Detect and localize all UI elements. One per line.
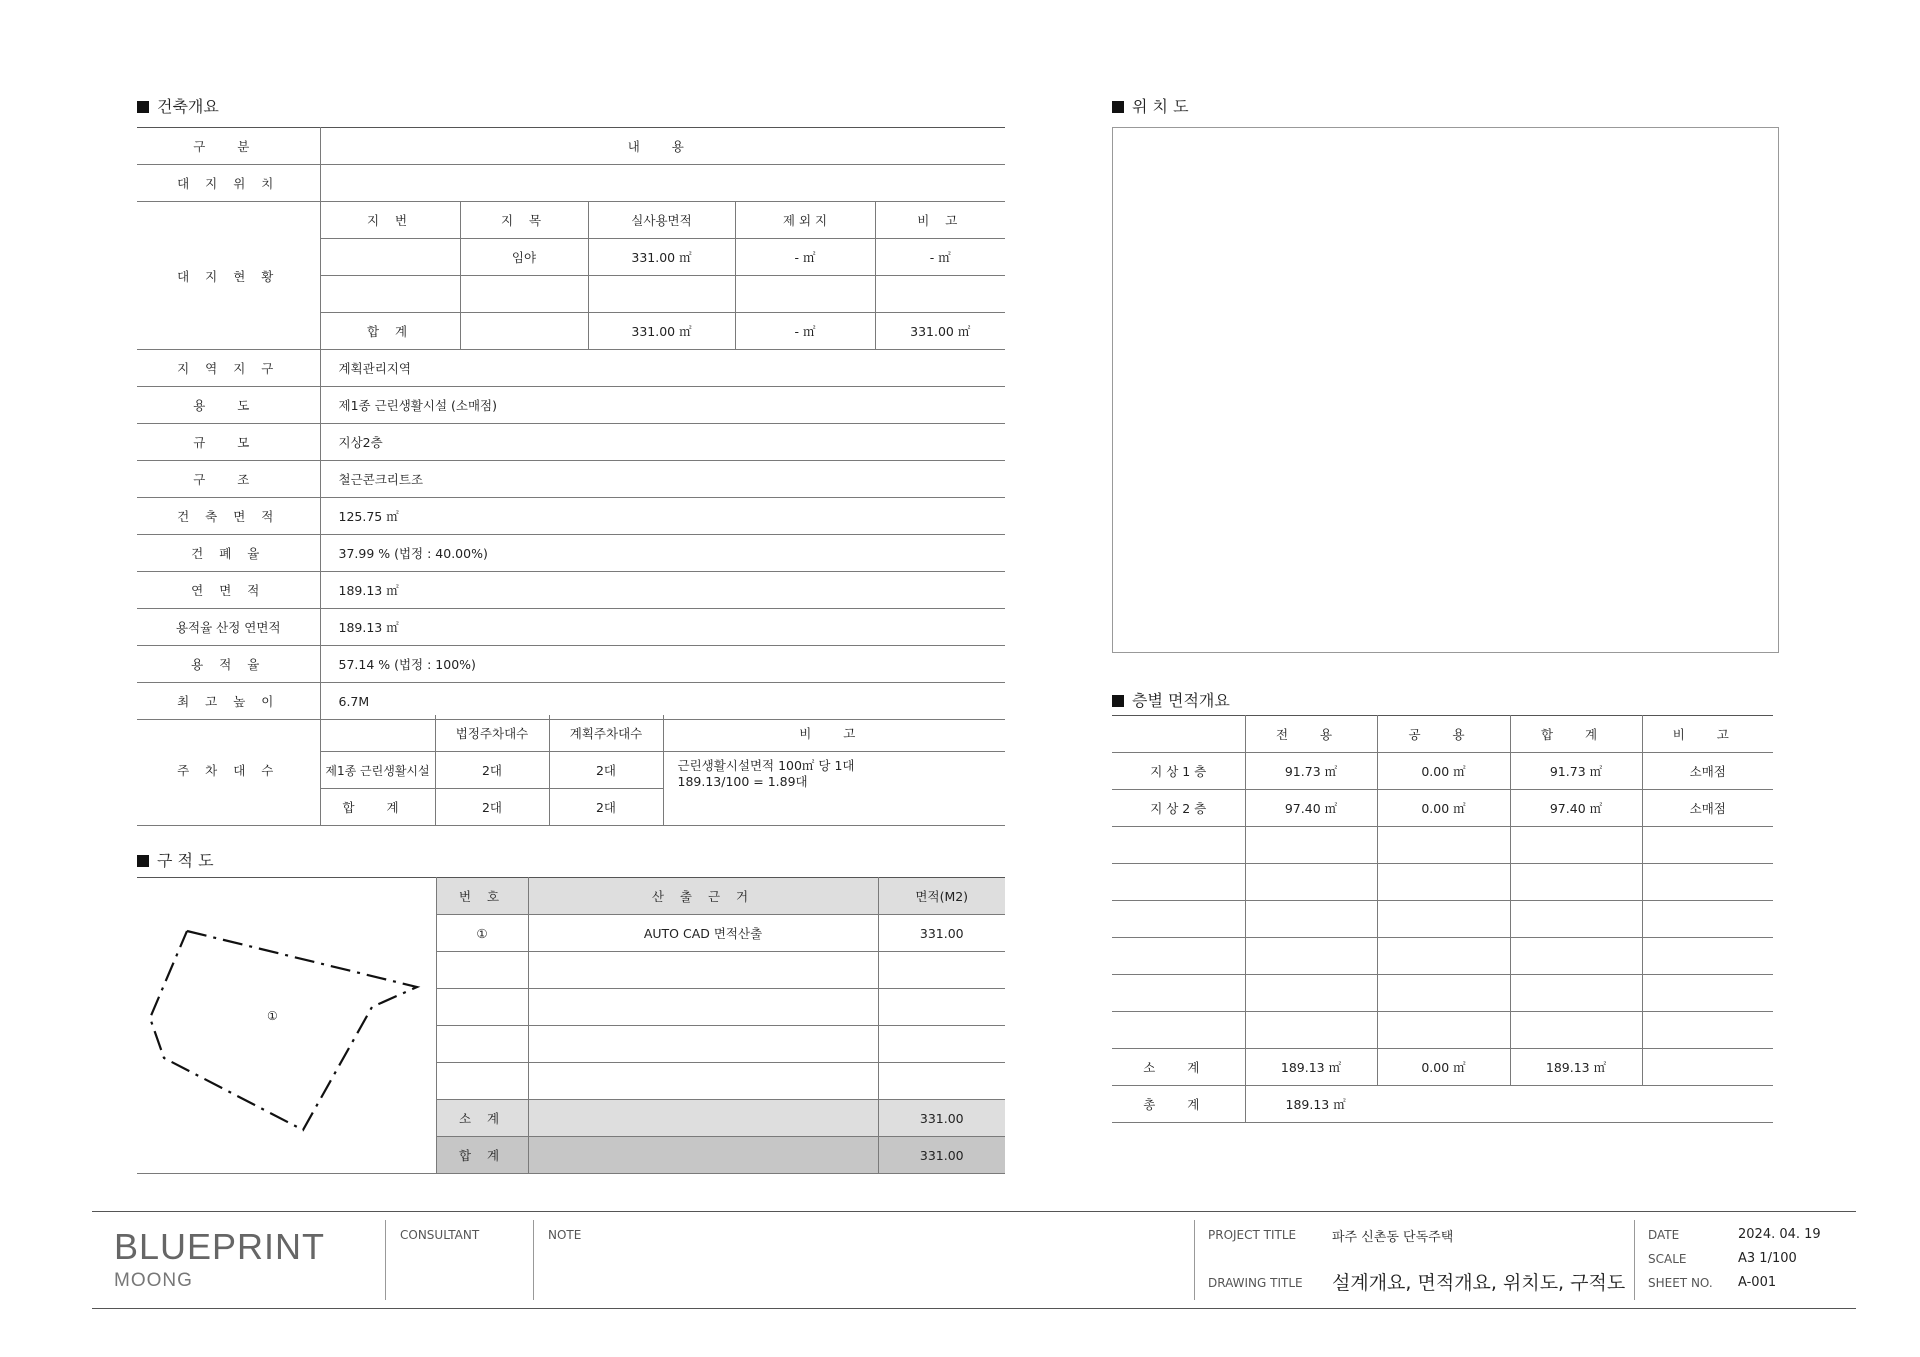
section-title-location — [1112, 94, 1189, 117]
cell: 0.00 ㎡ — [1377, 1049, 1510, 1086]
cell — [735, 276, 875, 313]
square-bullet-icon — [137, 101, 149, 113]
site-location-label: 대 지 위 치 — [137, 165, 320, 202]
cell: 189.13 ㎡ — [1510, 1049, 1642, 1086]
col-remarks: 비 고 — [875, 202, 1005, 239]
cell: 2대 — [549, 789, 663, 826]
col-land-category: 지 목 — [460, 202, 588, 239]
cell — [528, 1100, 878, 1137]
cell: 97.40 ㎡ — [1510, 790, 1642, 827]
table-row — [137, 646, 1005, 683]
section-title-text: 위 치 도 — [1132, 97, 1189, 116]
cell: ① — [436, 915, 528, 952]
cell: 0.00 ㎡ — [1377, 790, 1510, 827]
item-label: 용 적 율 — [137, 646, 320, 683]
cell — [1377, 901, 1510, 938]
cell — [1112, 975, 1245, 1012]
cell — [1377, 938, 1510, 975]
square-bullet-icon — [1112, 695, 1124, 707]
cell — [1245, 1012, 1377, 1049]
table-row — [1112, 938, 1773, 975]
cell — [878, 1063, 1005, 1100]
parking-note — [663, 752, 1005, 826]
cell — [320, 239, 460, 276]
table-row — [137, 461, 1005, 498]
item-value: 6.7M — [320, 683, 1005, 720]
col-lot-number: 지 번 — [320, 202, 460, 239]
item-value: 189.13 ㎡ — [320, 609, 1005, 646]
col-number: 번 호 — [436, 878, 528, 915]
cell: - ㎡ — [735, 239, 875, 276]
project-title-label: PROJECT TITLE — [1208, 1228, 1297, 1242]
brand-sub: MOONG — [114, 1270, 193, 1291]
title-block — [92, 1211, 1856, 1309]
scale-value: A3 1/100 — [1738, 1251, 1797, 1266]
cell — [1377, 975, 1510, 1012]
item-label: 구 조 — [137, 461, 320, 498]
cell — [1112, 938, 1245, 975]
scale-label: SCALE — [1648, 1252, 1687, 1266]
cell — [875, 276, 1005, 313]
cell: 91.73 ㎡ — [1245, 753, 1377, 790]
table-row — [137, 535, 1005, 572]
item-label: 용 도 — [137, 387, 320, 424]
sheet-value: A-001 — [1738, 1275, 1777, 1290]
section-title-overview — [137, 94, 219, 117]
cell — [320, 715, 435, 752]
cell — [1377, 827, 1510, 864]
cell — [1245, 864, 1377, 901]
cell — [878, 989, 1005, 1026]
divider — [1634, 1220, 1635, 1300]
date-value: 2024. 04. 19 — [1738, 1227, 1821, 1242]
section-title-text: 구 적 도 — [157, 851, 214, 870]
divider — [533, 1220, 534, 1300]
cell: 제1종 근린생활시설 — [320, 752, 435, 789]
floor-label: 지 상 2 층 — [1112, 790, 1245, 827]
cell: 97.40 ㎡ — [1245, 790, 1377, 827]
cell — [588, 276, 735, 313]
item-value: 37.99 % (법정 : 40.00%) — [320, 535, 1005, 572]
table-row — [137, 683, 1005, 720]
table-row — [1112, 753, 1773, 790]
parcel-diagram-cell — [137, 878, 436, 1174]
cell: 91.73 ㎡ — [1510, 753, 1642, 790]
cell: 2대 — [435, 789, 549, 826]
cell — [528, 952, 878, 989]
parking-label: 주 차 대 수 — [137, 715, 320, 826]
cell — [1245, 901, 1377, 938]
section-title-text: 건축개요 — [157, 97, 219, 116]
table-row — [137, 202, 1005, 239]
cell: 소매점 — [1642, 790, 1773, 827]
note-label: NOTE — [548, 1228, 582, 1242]
cell — [1112, 901, 1245, 938]
cell — [1642, 827, 1773, 864]
cell — [1642, 1049, 1773, 1086]
cell — [1510, 938, 1642, 975]
grand-total-value: 189.13 ㎡ — [1245, 1086, 1773, 1123]
brand-name: BLUEPRINT — [114, 1226, 326, 1267]
table-row — [1112, 864, 1773, 901]
col-parking-remarks: 비 고 — [663, 715, 1005, 752]
cell — [1245, 938, 1377, 975]
item-label: 건 폐 율 — [137, 535, 320, 572]
parking-note-line: 189.13/100 = 1.89대 — [677, 774, 808, 789]
total-value: 331.00 — [878, 1137, 1005, 1174]
cell — [1510, 975, 1642, 1012]
table-row — [137, 128, 1005, 165]
item-value: 제1종 근린생활시설 (소매점) — [320, 387, 1005, 424]
cell — [1245, 975, 1377, 1012]
col-basis: 산 출 근 거 — [528, 878, 878, 915]
cell — [1642, 864, 1773, 901]
cell: - ㎡ — [875, 239, 1005, 276]
item-value: 지상2층 — [320, 424, 1005, 461]
cell — [436, 1026, 528, 1063]
section-title-floor-area — [1112, 688, 1230, 711]
site-status-label: 대 지 현 황 — [137, 202, 320, 350]
cell — [1642, 1012, 1773, 1049]
divider — [1194, 1220, 1195, 1300]
grand-total-label: 총 계 — [1112, 1086, 1245, 1123]
cell — [1245, 827, 1377, 864]
cell — [1510, 1012, 1642, 1049]
table-row — [137, 572, 1005, 609]
cell — [1642, 975, 1773, 1012]
floor-label: 지 상 1 층 — [1112, 753, 1245, 790]
item-value: 125.75 ㎡ — [320, 498, 1005, 535]
item-label: 건 축 면 적 — [137, 498, 320, 535]
item-value: 189.13 ㎡ — [320, 572, 1005, 609]
col-legal-parking: 법정주차대수 — [435, 715, 549, 752]
cell — [1377, 1012, 1510, 1049]
overview-table — [137, 127, 1005, 720]
parking-note-line: 근린생활시설면적 100㎡ 당 1대 — [677, 758, 855, 773]
cell — [1642, 901, 1773, 938]
cell — [436, 989, 528, 1026]
header-content: 내 용 — [320, 128, 1005, 165]
cell: 189.13 ㎡ — [1245, 1049, 1377, 1086]
item-label: 최 고 높 이 — [137, 683, 320, 720]
section-title-parcel — [137, 848, 214, 871]
cell: - ㎡ — [735, 313, 875, 350]
table-row — [1112, 1049, 1773, 1086]
col-remarks: 비 고 — [1642, 716, 1773, 753]
sheet-label: SHEET NO. — [1648, 1276, 1713, 1290]
col-planned-parking: 계획주차대수 — [549, 715, 663, 752]
table-row — [1112, 975, 1773, 1012]
cell — [1510, 864, 1642, 901]
col-excluded: 제 외 지 — [735, 202, 875, 239]
subtotal-label: 소 계 — [1112, 1049, 1245, 1086]
item-label: 용적율 산정 연면적 — [137, 609, 320, 646]
table-row — [137, 424, 1005, 461]
cell — [320, 276, 460, 313]
item-value: 계획관리지역 — [320, 350, 1005, 387]
cell: 331.00 ㎡ — [875, 313, 1005, 350]
table-row — [137, 715, 1005, 752]
table-row — [137, 609, 1005, 646]
table-row — [1112, 827, 1773, 864]
cell — [436, 1063, 528, 1100]
table-row — [137, 878, 1005, 915]
cell — [528, 1063, 878, 1100]
table-row — [137, 387, 1005, 424]
cell — [528, 1026, 878, 1063]
cell: 0.00 ㎡ — [1377, 753, 1510, 790]
date-label: DATE — [1648, 1228, 1680, 1242]
header-category: 구 분 — [137, 128, 320, 165]
table-row — [137, 165, 1005, 202]
subtotal-label: 소 계 — [436, 1100, 528, 1137]
drawing-title: 설계개요, 면적개요, 위치도, 구적도 — [1332, 1272, 1626, 1294]
cell — [878, 1026, 1005, 1063]
total-label: 합 계 — [436, 1137, 528, 1174]
square-bullet-icon — [1112, 101, 1124, 113]
cell: 임야 — [460, 239, 588, 276]
cell — [1112, 1012, 1245, 1049]
item-label: 지 역 지 구 — [137, 350, 320, 387]
col-common: 공 용 — [1377, 716, 1510, 753]
cell — [1112, 716, 1245, 753]
cell — [1112, 827, 1245, 864]
col-exclusive: 전 용 — [1245, 716, 1377, 753]
subtotal-value: 331.00 — [878, 1100, 1005, 1137]
item-value: 57.14 % (법정 : 100%) — [320, 646, 1005, 683]
site-location-value — [320, 165, 1005, 202]
table-row — [1112, 790, 1773, 827]
cell: 2대 — [549, 752, 663, 789]
cell — [460, 276, 588, 313]
cell: 331.00 ㎡ — [588, 313, 735, 350]
cell — [1112, 864, 1245, 901]
square-bullet-icon — [137, 855, 149, 867]
table-row — [1112, 1086, 1773, 1123]
table-row — [1112, 716, 1773, 753]
item-value: 철근콘크리트조 — [320, 461, 1005, 498]
parking-table — [137, 715, 1005, 826]
col-area: 면적(M2) — [878, 878, 1005, 915]
cell: 331.00 ㎡ — [588, 239, 735, 276]
drawing-title-label: DRAWING TITLE — [1208, 1276, 1303, 1290]
item-label: 연 면 적 — [137, 572, 320, 609]
table-row — [1112, 1012, 1773, 1049]
divider — [385, 1220, 386, 1300]
cell — [436, 952, 528, 989]
cell — [460, 313, 588, 350]
parcel-label: ① — [267, 1009, 278, 1023]
location-map-frame — [1112, 127, 1779, 653]
cell — [1510, 827, 1642, 864]
cell — [528, 989, 878, 1026]
cell: AUTO CAD 면적산출 — [528, 915, 878, 952]
consultant-label: CONSULTANT — [400, 1228, 480, 1242]
cell: 소매점 — [1642, 753, 1773, 790]
col-used-area: 실사용면적 — [588, 202, 735, 239]
item-label: 규 모 — [137, 424, 320, 461]
parcel-table — [137, 877, 1005, 1174]
project-title: 파주 신촌동 단독주택 — [1332, 1230, 1454, 1245]
floor-area-table — [1112, 715, 1773, 1123]
table-row — [137, 498, 1005, 535]
cell — [528, 1137, 878, 1174]
cell — [878, 952, 1005, 989]
cell — [1510, 901, 1642, 938]
cell: 331.00 — [878, 915, 1005, 952]
cell: 합 계 — [320, 313, 460, 350]
cell — [1377, 864, 1510, 901]
table-row — [1112, 901, 1773, 938]
cell: 합 계 — [320, 789, 435, 826]
cell — [1642, 938, 1773, 975]
cell: 2대 — [435, 752, 549, 789]
col-sum: 합 계 — [1510, 716, 1642, 753]
section-title-text: 층별 면적개요 — [1132, 691, 1230, 710]
table-row — [137, 350, 1005, 387]
